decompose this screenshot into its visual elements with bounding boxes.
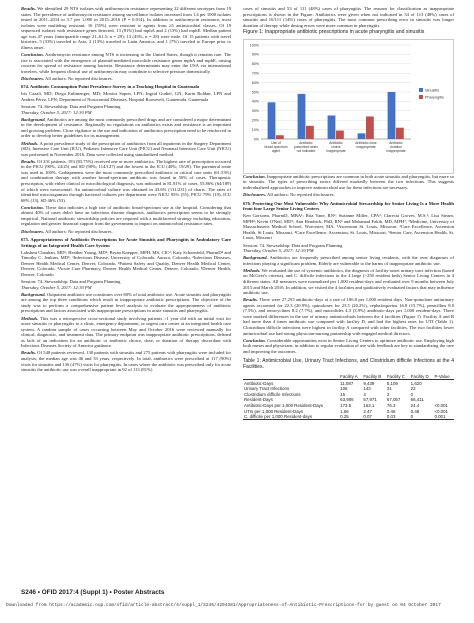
table-cell: Resident-Days [244,397,273,403]
y-tick-label: 90% [251,52,259,57]
table-cell: UTIs per 1,000 Resident-Days [244,408,304,414]
table-cell: 0.03 [386,414,410,420]
bar-sinusitis [388,92,396,139]
table-cell: Antibiotic-Days [244,380,274,386]
legend-swatch [419,95,423,99]
table-cell: 1.66 [340,408,349,414]
y-tick-label: 40% [251,99,259,104]
table-cell: 2.47 [363,408,372,414]
table-cell: 22 [410,386,416,392]
abstract-authors: Iris Cazali, MD; Diego Enlimenger, MD; Monica Sapon, LPN; Ingrid Gudiel, GN; Karin Roldan, LPN and Andrea Pérez, LPN; Department of Nosocomial Diseases, Hospital Roosevelt, Guatemala, Guatemala [21,91,231,102]
bar-pharyngitis [396,127,404,138]
table-header-cell: Facility D [410,373,434,380]
y-tick-label: 10% [251,127,259,132]
abstract-paragraph: Results. There were 27,255 antibiotic-days at a rate of 106.8 per 1,000 resident days. Non-quinolone antiurinary agents accounted for 22.3 (20.9%), quinolones for 23.5 (20.2%), cephalosporins 16.8 (15.7%), penicillins 8.0 (7.5%), and tetracyclines 8.2 (7.7%), and macrolides 4.3 (3.9%) antibiotic-days per 1,000 resident-days. There were marked differences in the use of urinary antimicrobials between the 4 facilities (Figure 1). Facility A and B had more than 4 times antibiotic use compared with facility D, and had the highest rates for UTI (Table 1). Clostridium difficile infections were highest in facility A compared with other facilities. The two facilities lower antimicrobial use had strong physician-nursing partnership with engaged medical directors. [243,297,454,336]
abstract-paragraph: Methods. This was a retrospective cross-sectional study involving patients >1 year old with an initial visit for acute sinusitis or pharyngitis to a clinic, emergency department, or urgent care center at an integrated health care system. A random sample of cases occurring between May and October 2016 were reviewed manually for clinical, diagnostic, and treatment data. The primary endpoint was inappropriate antibiotic prescriptions, defined as lack of an indication for an antibiotic or antibiotic choice, dose, or duration of therapy discordant with Infectious Diseases Society of America guidance. [21,315,231,349]
abstract-title: 674. Antibiotic Consumption Point Prevalence Survey in a Teaching Hospital in Guatemala [21,84,200,90]
table-cell: 106 [340,386,348,392]
table-cell: 57,971 [363,397,377,403]
table-cell: 0.48 [410,408,420,414]
table-cell: 11,087 [340,380,354,386]
table-cell: 9,439 [363,380,375,386]
y-tick-label: 100% [249,43,259,48]
abstract-paragraph: Methods. We evaluated the use of systemic antibiotics, the diagnosis of facility-onset urinary tract infection (based on McGeer's criteria), and C. difficile infections in the 4 large (>250 resident beds) Senior Living Centers in 4 different states. All measures were normalized per 1,000 resident-days and evaluated over 9 months between July 2015 and March 2016. In addition, we visited the 4 facilities and qualitatively evaluated factors that may influence antibiotic use. [243,267,454,296]
table-header-cell: P-Value [433,373,454,380]
bar-pharyngitis [366,116,374,139]
x-tick-label: Antibiotic duration inappropriate [386,140,406,153]
table-cell: 163.1 [363,402,375,408]
table-cell: 0 [410,391,414,397]
table-cell: 66,411 [410,397,424,403]
y-tick-label: 60% [251,80,259,85]
abstract-paragraph: Background. Outpatient antibiotic use constitutes over 80% of total antibiotic use. Acute sinusitis and pharyngitis are among the top three conditions which result in inappropriate antibiotic prescriptions. The objective of the study was to perform a comprehensive patient level analysis to evaluate the appropriateness of antibiotic prescriptions and factors associated with inappropriate prescriptions in acute sinusitis and pharyngitis. [21,291,231,314]
table-cell: <0.001 [434,402,448,408]
left-column [21,6,231,374]
y-tick-label: 0% [253,137,259,142]
table-cell: C. difficile per 1,000 Resident-days [243,414,339,420]
abstract-paragraph: Background. Antibiotics are among the most commonly prescribed drugs and are considered a major determinant in the development of resistance. Regionally no regulations on antibiotics exists and resistance is an important and growing problem. Close vigilance to the use and indication of antibiotics prescription need to be reinforced in order to develop better guidelines for its management. [21,116,231,139]
abstract-paragraph: Disclosures. All authors: No reported disclosures. [243,191,335,197]
legend-swatch [419,88,423,92]
x-tick-label: Antibiotic prescribed when not indicated [293,140,319,153]
table-cell: 2 [386,391,390,397]
table-cell: 16 [340,391,346,397]
table-header-cell: Facility B [362,373,386,380]
table-cell: 143 [363,386,371,392]
download-notice: Downloaded from https://academic.oup.com/ofid/article-abstract/4/suppl_1/S246/4294381/Appropriateness-of-Antibiotic-Prescriptions-for by guest on 04 October 2017 [6,603,441,608]
table-cell: 4 [363,391,366,397]
session-info: Session: 74. Stewardship: Data and Program Planning Thursday, October 5, 2017: 12:30 PM [243,242,343,254]
abstract-title: 675. Appropriateness of Antibiotic Prescriptions for Acute Sinusitis and Pharyngitis in Ambulatory Care Settings of an Integrated Health Care System [21,237,231,248]
table-cell: 67,057 [386,397,401,403]
bar-pharyngitis [306,126,314,139]
bar-sinusitis [328,115,336,139]
abstract-authors: Lakshmi Chauhan, MD¹; Heather Young, MD²; Bryan Knepper, MPH, MS, CIC³; Katy Schoenfeld, PharmD⁴ and Timothy C. Jenkins, MD²; ¹Infectious Disease, University of Colorado, Aurora, Colorado, ²Infectious Diseases, Denver Health Medical Center, Denver, Colorado, ³Patient Safety and Quality, Denver Health Medical Center, Denver, Colorado, ⁴Acute Care Pharmacy, Denver Health Medical Center, Denver, Colorado, ⁵Denver Health, Denver, Colorado [21,249,231,277]
table-cell: 0.25 [339,414,362,420]
x-tick-label: Antibiotic dose inappropriate [355,140,377,149]
page-footer: S246 • OFID 2017:4 (Suppl 1) • Poster Abstracts [21,589,165,596]
table-cell: <0.001 [434,408,448,414]
table-row [243,414,454,420]
x-tick-label: Antibiotic choice inappropriate [326,140,346,153]
table-header-cell: Facility C [386,373,410,380]
bar-sinusitis [268,102,276,139]
table-cell: 0 [410,414,434,420]
abstract-paragraph: Conclusion. Inappropriate antibiotic prescriptions are common in both acute sinusitis and pharyngitis, but more so in sinusitis. The types of prescribing errors differed markedly between the two infections. This suggests individualized approaches to improve antimicrobial use for these infections are necessary. [243,173,454,190]
bar-sinusitis [298,94,306,139]
abstract-paragraph: cases of sinusitis and 53 of 111 (48%) cases of pharyngitis. The reasons for classification as inappropriate prescriptions is shown in the Figure. Antibiotics were given when not indicated in 54 of 113 (48%) cases of sinusitis and 16/111 (14%) cases of pharyngitis. The most common prescribing error in sinusitis was longer duration of therapy while dosing errors were more common in pharyngitis. [243,6,454,28]
abstract-paragraph: Conclusion. Azithromycin resistance among NTS is increasing in the United States, though it remains rare. The rise is associated with the emergence of plasmid-mediated macrolide resistance genes mphA and mphE, raising concern for spread of resistance among bacteria. Resistance determinants may enter the USA via international travelers, while frequent clinical use of azithromycin may contribute to selective pressure domestically. [21,51,231,74]
figure-caption: Figure 1: Inappropriate antibiotic prescriptions in acute pharyngitis and sinusitis [243,29,425,36]
y-tick-label: 30% [251,108,259,113]
bar-pharyngitis [276,135,284,139]
session-info: Session: 74. Stewardship: Data and Program Planning Thursday, October 5, 2017: 12:30 PM [21,279,121,290]
data-table [243,373,454,420]
table-cell: 0.46 [386,408,396,414]
table-cell: 173.5 [340,402,352,408]
abstract-paragraph: Results. Of 540 patients reviewed, 130 patients with sinusitis and 275 patients with pharyngitis were included for analysis; the median age was 46 and 33 years, respectively. In total, antibiotics were prescribed at 117 (90%) visits for sinusitis and 136 (47%) visits for pharyngitis. In cases where the antibiotic was prescribed only for acute sinusitis the antibiotic use was overall inappropriate in 92 of 113 (81%) [21,350,231,373]
bar-pharyngitis [336,130,344,138]
table-cell: 31 [386,386,392,392]
table-cell: 76.3 [386,402,396,408]
table-cell: Antibiotic-Days per 1,000 Resident-Days [244,402,324,408]
bar-sinusitis [358,133,366,139]
bar-chart [243,39,454,174]
abstract-paragraph: Conclusion. Considerable opportunities exist in Senior Living Centers to optimize antibiotic use. Employing high both nurses and physicians, in addition to regular evaluation of use with feedback are key to standardizing the care and improving the outcomes. [243,337,454,354]
abstract-paragraph: Results. Of 231 patients, 193 (83.75%) received one or more antibiotics. The highest rate of prescription occurred in the PICU (90%, 24/25) and SD (90%; 114/127) and the lowest in the ICU (40%; 19/29). The parenteral route was used in 100%. Carbapenems were the most commonly prescribed antibiotic in critical care units (61.53%) and combination therapy with another broad-spectrum antibiotic was found in 50% of cases. Therapeutic prescription, with either clinical or microbiological diagnosis, was indicated in 81.81% of cases, 55.86% (64/189) of which were nosocomial. An antimicrobial culture was obtained in 43.6% (131/231) of charts. The rates of identified microorganism through bacterial cultures per department were NICU 95% (55), PICU 79% (19), ICU 68% (13), SD 46% (53). [21,158,231,203]
table-cell: 24.4 [410,402,420,408]
table-caption: Table 1: Antimicrobial Use, Urinary Tract Infections, and Clostridium difficile Infections at the 4 Facilities. [243,358,454,371]
session-info: Session: 74. Stewardship: Data and Program Planning Thursday, October 5, 2017: 12:30 PM [21,104,121,115]
abstract-title: 676. Protecting Our Most Vulnerable: Why Antimicrobial Stewardship for Senior Living Is a More Health from four Large Senior Living Centers [243,200,454,212]
abstract-paragraph: Disclosures. All authors: No reported disclosures. [21,228,113,234]
abstract-paragraph: Conclusion. These data indicates a high rate of antibiotic broad-spectrum use at the hospital. Considering that almost 40% of cases didn't have an infectious disease diagnosis, antibiotics prescription seems to be strongly empirical. National antibiotic stewardship policies are required with a multifaceted strategy including education, regulation and greater financial support from the government to impact on antimicrobial resistance rates. [21,204,231,227]
y-tick-label: 50% [251,90,259,95]
table-header-cell: Facility A [339,373,362,380]
abstract-paragraph: Background. Antibiotics are frequently prescribed among senior living residents, with the over diagnoses of infections playing a significant problem. Elderly are vulnerable to the harms of inappropriate antibiotic use. [243,255,454,266]
legend-label: Pharyngitis [425,95,444,100]
table-cell: 0.001 [433,414,454,420]
table-cell: 63,906 [340,397,354,403]
y-tick-label: 70% [251,71,259,76]
legend-label: Sinusitis [425,88,440,93]
table-cell: 5,109 [386,380,398,386]
table-cell: Urinary Tract Infections [244,386,290,392]
table-cell: 0.07 [362,414,386,420]
abstract-paragraph: Methods. A point prevalence study of the prescription of antibiotics from all inpatients in the Surgery Department (SD), Intensive Care Unit (ICU), Pediatric Intensive Care Unit (PICU) and Neonatal Intensive Care Unit (NICU) was performed in November 2016. Data were collected using standardized method. [21,140,231,157]
right-column [243,6,454,420]
abstract-paragraph: Disclosures. All authors: No reported disclosures. [21,75,113,81]
abstract-paragraph: Results. We identified 29 NTS isolates with azithromycin resistance representing 22 different serotypes from 19 states. The prevalence of azithromycin resistance among surveillance isolates increased from 1.4 per 1000 isolates tested in 2011–2014 to 3.7 per 1,000 in 2015–2016 (P = 0.014). In addition to azithromycin resistance, most isolates were multidrug resistant; 16 (55%) were resistant to agents from ≥5 antimicrobial classes. Of 19 sequenced isolates with resistance genes detected, 13 (81%) had mphA and 2 (13%) had mphE. Median patient age was 47 years (interquartile range 21–61.5; n = 29); 13 (45%, n = 28) were male. Of 15 patients with travel histories, 5 (33%) traveled to Asia, 2 (13%) traveled to Latin America, and 1 (7%) traveled to Europe prior to illness onset. [21,6,231,50]
x-tick-label: Use of broad-spectrum agent [264,140,288,153]
y-tick-label: 80% [251,61,259,66]
abstract-authors: Ken Gorsorm, PharmD, MBA¹; Rita Vane, RN²; Suzanne Miller, CPA³; Clarecia Groves, M.S.¹; Lisa Stearn, MPH⁴; Kevin O'Neil, MD⁵; Ann Hendrick, PhD, RN⁶ and Mohamad Fakih, MD, MPH⁷; ¹Medicine, University of Massachusetts Medical School, Worcester, MA, ²Ascension St. Louis, Missouri, ³Care Excellence, Ascension Health, St Louis, Missouri, ⁴Care Excellence, Ascension, St. Louis, Missouri, ⁵Senior Care, Ascension Health, St. Louis, Missouri [243,213,454,241]
table-cell: 1,620 [410,380,422,386]
y-tick-label: 20% [251,118,259,123]
table-cell: Clostridium difficile Infections [244,391,301,397]
